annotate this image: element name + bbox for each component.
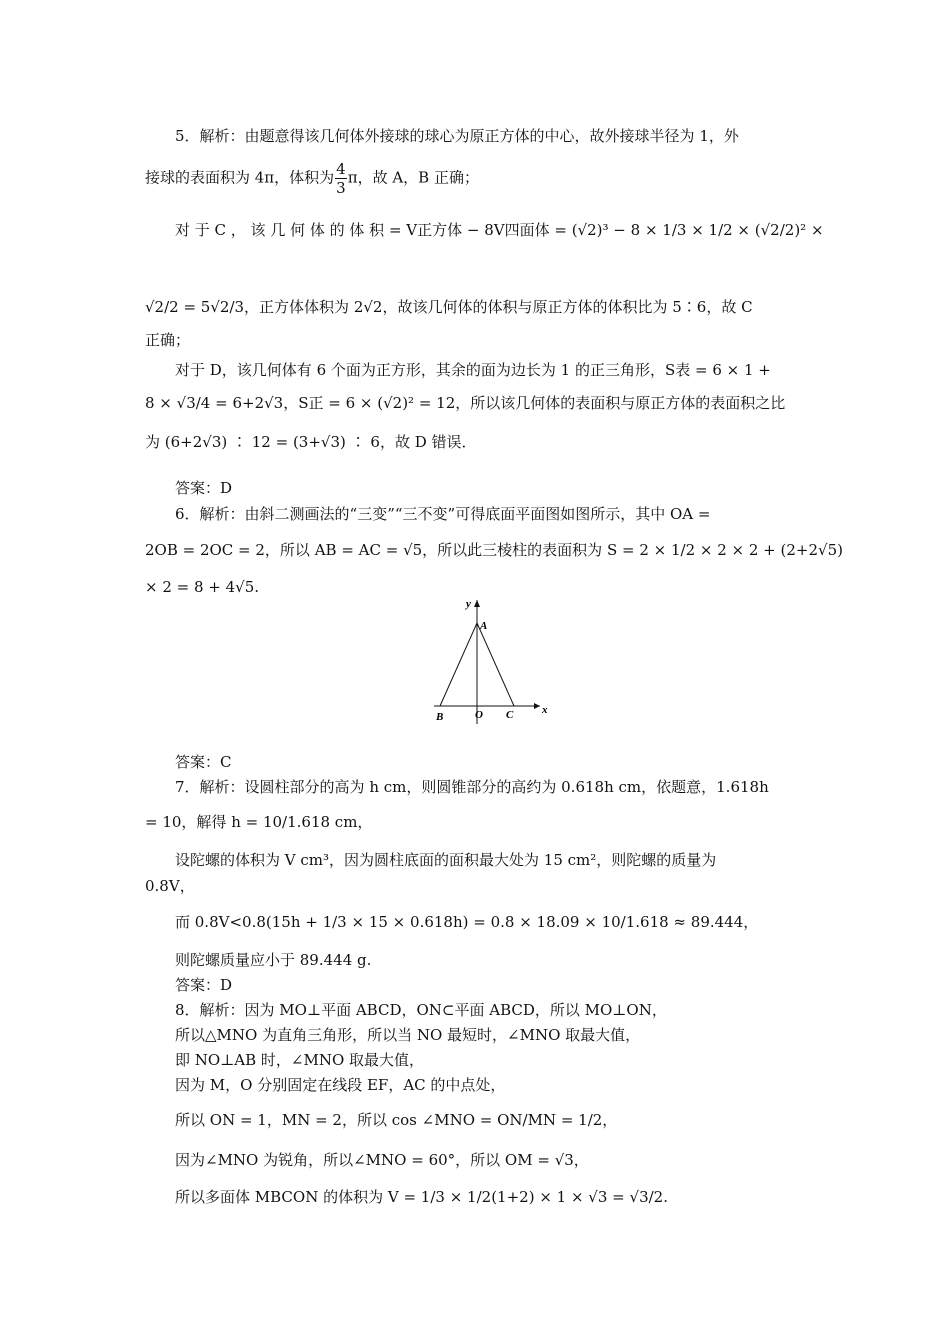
q8-line-7: 所以多面体 MBCON 的体积为 V = 1/3 × 1/2(1+2) × 1 × √3 = √3/2. [175, 1188, 668, 1206]
label-O: O [475, 709, 483, 721]
q5-line-2-text: 接球的表面积为 4π，体积为 [145, 168, 335, 187]
q5-line-1: 5．解析：由题意得该几何体外接球的球心为原正方体的中心，故外接球半径为 1，外 [175, 127, 739, 145]
q5-d-line-2: 8 × √3/4 = 6+2√3，S正 = 6 × (√2)² = 12，所以该几何体的表面积与原正方体的表面积之比 [145, 394, 786, 412]
label-C: C [506, 709, 514, 721]
label-A: A [480, 620, 488, 632]
label-B: B [436, 711, 444, 723]
q7-line-6: 则陀螺质量应小于 89.444 g. [175, 951, 372, 969]
q5-c-line-2: √2/2 = 5√2/3，正方体体积为 2√2，故该几何体的体积与原正方体的体积比为 5∶6，故 C [145, 298, 753, 316]
q7-answer: 答案：D [175, 976, 233, 994]
q7-line-4: 0.8V， [145, 877, 195, 895]
q5-answer: 答案：D [175, 479, 233, 497]
segment-AC [477, 623, 514, 706]
denominator: 3 [336, 179, 346, 197]
q7-line-3: 设陀螺的体积为 V cm³，因为圆柱底面的面积最大处为 15 cm²，则陀螺的质量为 [175, 851, 717, 869]
coordinate-figure [420, 596, 550, 726]
y-label: y [466, 598, 471, 610]
q5-c-line-1-text: 对 于 C ， 该 几 何 体 的 体 积 [175, 221, 385, 239]
segment-AB [440, 623, 477, 706]
q7-line-1: 7．解析：设圆柱部分的高为 h cm，则圆锥部分的高约为 0.618h cm，依题意，1.618h [175, 778, 769, 796]
q5-c-line-3: 正确； [145, 331, 191, 349]
q7-line-2: = 10，解得 h = 10/1.618 cm， [145, 813, 373, 831]
fraction [335, 160, 347, 197]
q8-line-3: 即 NO⊥AB 时，∠MNO 取最大值， [175, 1051, 425, 1069]
q6-line-3: × 2 = 8 + 4√5. [145, 578, 260, 596]
q5-line-2 [145, 160, 479, 197]
figure-svg [420, 596, 550, 726]
q5-c-line-1-formula: = V正方体 − 8V四面体 = (√2)³ − 8 × 1/3 × 1/2 × (√2/2)² × [388, 221, 824, 239]
y-axis-arrow [474, 600, 480, 607]
q8-line-4: 因为 M，O 分别固定在线段 EF，AC 的中点处， [175, 1076, 506, 1094]
q6-answer: 答案：C [175, 753, 232, 771]
q8-line-6: 因为∠MNO 为锐角，所以∠MNO = 60°，所以 OM = √3， [175, 1151, 589, 1169]
q5-c-line-1 [175, 220, 824, 240]
x-axis-arrow [534, 703, 540, 709]
q8-line-2: 所以△MNO 为直角三角形，所以当 NO 最短时，∠MNO 取最大值， [175, 1026, 641, 1044]
numerator: 4 [336, 160, 346, 178]
q5-line-2-tail: π，故 A，B 正确； [347, 168, 479, 187]
q6-line-1: 6．解析：由斜二测画法的“三变”“三不变”可得底面平面图如图所示，其中 OA = [175, 505, 711, 523]
q8-line-5: 所以 ON = 1，MN = 2，所以 cos ∠MNO = ON/MN = 1/2， [175, 1111, 618, 1129]
q6-line-2: 2OB = 2OC = 2，所以 AB = AC = √5，所以此三棱柱的表面积为 S = 2 × 1/2 × 2 × 2 + (2+2√5) [145, 541, 843, 559]
x-label: x [542, 704, 548, 716]
q8-line-1: 8．解析：因为 MO⊥平面 ABCD，ON⊂平面 ABCD，所以 MO⊥ON， [175, 1001, 667, 1019]
q5-d-line-1: 对于 D，该几何体有 6 个面为正方形，其余的面为边长为 1 的正三角形，S表 = 6 × 1 + [175, 361, 771, 379]
q5-d-line-3: 为 (6+2√3) ∶ 12 = (3+√3) ∶ 6，故 D 错误． [145, 433, 477, 451]
q7-line-5: 而 0.8V<0.8(15h + 1/3 × 15 × 0.618h) = 0.8 × 18.09 × 10/1.618 ≈ 89.444， [175, 913, 759, 931]
